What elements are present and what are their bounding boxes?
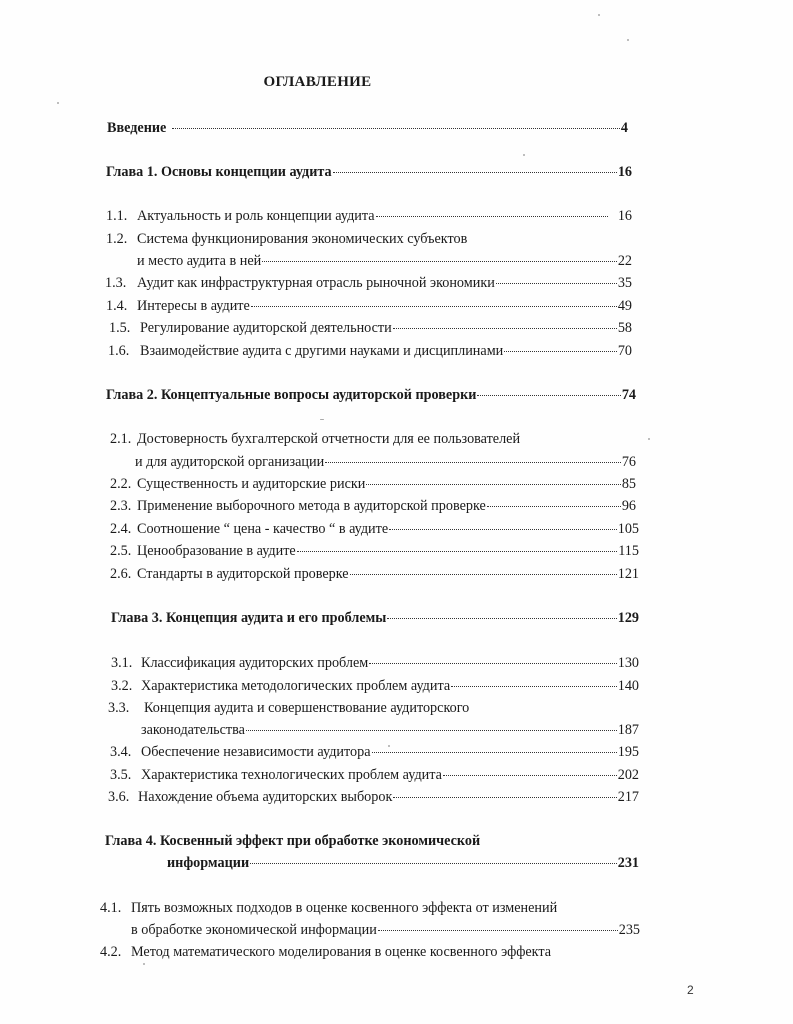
section-title: Классификация аудиторских проблем [141, 655, 369, 671]
scan-speck [388, 745, 390, 747]
scan-speck [598, 14, 600, 16]
toc-page-number: 85 [621, 476, 636, 492]
toc-page-number: 231 [617, 855, 639, 871]
toc-section-3-3[interactable] [108, 698, 639, 718]
section-number: 2.5. [110, 543, 132, 559]
toc-section-1-6[interactable] [108, 341, 632, 361]
leader-dots [250, 851, 617, 864]
leader-dots [372, 740, 617, 753]
toc-section-3-3-cont[interactable] [141, 720, 639, 740]
section-title: Интересы в аудите [137, 298, 250, 314]
toc-section-2-6[interactable] [110, 564, 639, 584]
toc-page-number: 74 [621, 387, 636, 403]
toc-section-2-2[interactable] [110, 474, 636, 494]
section-number: 2.2. [110, 476, 132, 492]
page-number: 2 [687, 983, 694, 997]
leader-dots [325, 450, 621, 463]
toc-section-3-2[interactable] [111, 676, 639, 696]
section-title: Регулирование аудиторской деятельности [140, 320, 392, 336]
toc-entry-intro[interactable] [107, 118, 628, 138]
section-number: 2.6. [110, 566, 132, 582]
section-title: Существенность и аудиторские риски [137, 476, 366, 492]
toc-section-1-4[interactable] [106, 296, 632, 316]
toc-chapter-4-cont[interactable] [167, 853, 639, 873]
toc-chapter-1[interactable] [106, 162, 632, 182]
toc-page-number: 115 [618, 543, 639, 559]
toc-page-number: 58 [617, 320, 632, 336]
toc-page-number: 22 [617, 253, 632, 269]
leader-dots [369, 651, 616, 664]
section-title: Метод математического моделирования в оценке косвенного эффекта [131, 944, 552, 960]
toc-section-1-5[interactable] [109, 318, 632, 338]
toc-section-1-2-cont[interactable] [137, 251, 632, 271]
scan-speck [57, 102, 59, 104]
leader-dots [297, 539, 618, 552]
toc-page-number: 121 [617, 566, 639, 582]
leader-dots [378, 918, 618, 931]
toc-section-2-3[interactable] [110, 496, 636, 516]
section-title: Концепция аудита и совершенствование аудиторского [144, 700, 470, 716]
leader-dots [496, 271, 617, 284]
toc-entry-label: Глава 4. Косвенный эффект при обработке экономической [105, 833, 481, 849]
section-title-continued: в обработке экономической информации [131, 922, 377, 938]
section-title: Актуальность и роль концепции аудита [137, 208, 375, 224]
toc-page-number: 105 [617, 521, 639, 537]
section-number: 1.5. [109, 320, 131, 336]
toc-entry-label-continued: информации [167, 855, 250, 871]
leader-dots [251, 294, 617, 307]
section-title-continued: и место аудита в ней [137, 253, 262, 269]
toc-page-number: 70 [617, 343, 632, 359]
section-number: 1.1. [106, 208, 128, 224]
toc-page-number: 96 [621, 498, 636, 514]
section-number: 4.1. [100, 900, 122, 916]
toc-entry-label: Глава 3. Концепция аудита и его проблемы [111, 610, 387, 626]
section-title: Соотношение “ цена - качество “ в аудите [137, 521, 389, 537]
toc-page-number: 217 [617, 789, 639, 805]
section-title: Система функционирования экономических субъектов [137, 231, 468, 247]
toc-section-1-3[interactable] [105, 273, 632, 293]
section-number: 1.4. [106, 298, 128, 314]
toc-section-3-1[interactable] [111, 653, 639, 673]
section-number: 3.5. [110, 767, 132, 783]
section-number: 3.1. [111, 655, 133, 671]
section-number: 3.2. [111, 678, 133, 694]
leader-dots [350, 562, 617, 575]
toc-section-2-5[interactable] [110, 541, 639, 561]
section-title: Аудит как инфраструктурная отрасль рыночной экономики [137, 275, 495, 291]
scan-speck [523, 154, 525, 156]
scan-speck [320, 419, 324, 420]
toc-page-number: 76 [621, 454, 636, 470]
toc-section-2-4[interactable] [110, 519, 639, 539]
section-number: 3.3. [108, 700, 130, 716]
leader-dots [477, 383, 620, 396]
toc-page-number: 140 [617, 678, 639, 694]
toc-section-4-2[interactable] [100, 942, 640, 962]
toc-section-1-1[interactable] [106, 206, 632, 226]
toc-section-1-2[interactable] [106, 229, 632, 249]
section-number: 2.1. [110, 431, 132, 447]
leader-dots [262, 249, 617, 262]
toc-entry-label: Глава 2. Концептуальные вопросы аудиторской проверки [106, 387, 477, 403]
section-title: Характеристика технологических проблем аудита [141, 767, 442, 783]
section-number: 1.2. [106, 231, 128, 247]
section-title: Стандарты в аудиторской проверке [137, 566, 349, 582]
toc-page-number: 35 [617, 275, 632, 291]
toc-section-3-4[interactable] [110, 742, 639, 762]
section-title: Характеристика методологических проблем аудита [141, 678, 451, 694]
toc-page-number: 16 [617, 164, 632, 180]
toc-page-number: 129 [617, 610, 639, 626]
leader-dots [246, 718, 617, 731]
section-title: Ценообразование в аудите [137, 543, 296, 559]
scan-speck [648, 438, 650, 440]
toc-page-number: 4 [620, 120, 628, 136]
section-number: 2.3. [110, 498, 132, 514]
toc-section-4-1[interactable] [100, 898, 640, 918]
scan-speck [143, 963, 145, 965]
scan-speck [627, 39, 629, 41]
section-title: Применение выборочного метода в аудиторской проверке [137, 498, 486, 514]
leader-dots [487, 494, 621, 507]
section-title-continued: законодательства [141, 722, 245, 738]
leader-dots [366, 472, 620, 485]
toc-entry-label: Глава 1. Основы концепции аудита [106, 164, 332, 180]
toc-page-number: 235 [618, 922, 640, 938]
leader-dots [389, 517, 617, 530]
leader-dots [393, 316, 617, 329]
toc-page-number: 202 [617, 767, 639, 783]
leader-dots [172, 116, 620, 129]
toc-section-3-6[interactable] [108, 787, 639, 807]
toc-page-number: 187 [617, 722, 639, 738]
toc-section-2-1-cont[interactable] [135, 452, 636, 472]
page-title: ОГЛАВЛЕНИЕ [263, 74, 372, 90]
toc-section-4-1-cont[interactable] [131, 920, 640, 940]
leader-dots [376, 204, 608, 217]
toc-chapter-3[interactable] [111, 608, 639, 628]
toc-page-number: 16 [617, 208, 632, 224]
section-title-continued: и для аудиторской организации [135, 454, 325, 470]
leader-dots [443, 763, 617, 776]
toc-chapter-2[interactable] [106, 385, 636, 405]
section-title: Нахождение объема аудиторских выборок [138, 789, 393, 805]
toc-page-number: 130 [617, 655, 639, 671]
toc-page-number: 195 [617, 744, 639, 760]
section-number: 3.4. [110, 744, 132, 760]
leader-dots [393, 785, 616, 798]
section-number: 2.4. [110, 521, 132, 537]
section-title: Пять возможных подходов в оценке косвенного эффекта от изменений [131, 900, 558, 916]
section-number: 3.6. [108, 789, 130, 805]
toc-chapter-4[interactable] [105, 831, 635, 851]
section-number: 4.2. [100, 944, 122, 960]
toc-page-number: 49 [617, 298, 632, 314]
leader-dots [504, 339, 617, 352]
toc-section-3-5[interactable] [110, 765, 639, 785]
section-title: Обеспечение независимости аудитора [141, 744, 371, 760]
leader-dots [333, 160, 617, 173]
section-number: 1.3. [105, 275, 127, 291]
leader-dots [451, 674, 617, 687]
section-title: Достоверность бухгалтерской отчетности для ее пользователей [137, 431, 521, 447]
leader-dots [387, 606, 616, 619]
section-title: Взаимодействие аудита с другими науками и дисциплинами [140, 343, 504, 359]
section-number: 1.6. [108, 343, 130, 359]
toc-entry-label: Введение [107, 120, 167, 136]
toc-section-2-1[interactable] [110, 429, 636, 449]
